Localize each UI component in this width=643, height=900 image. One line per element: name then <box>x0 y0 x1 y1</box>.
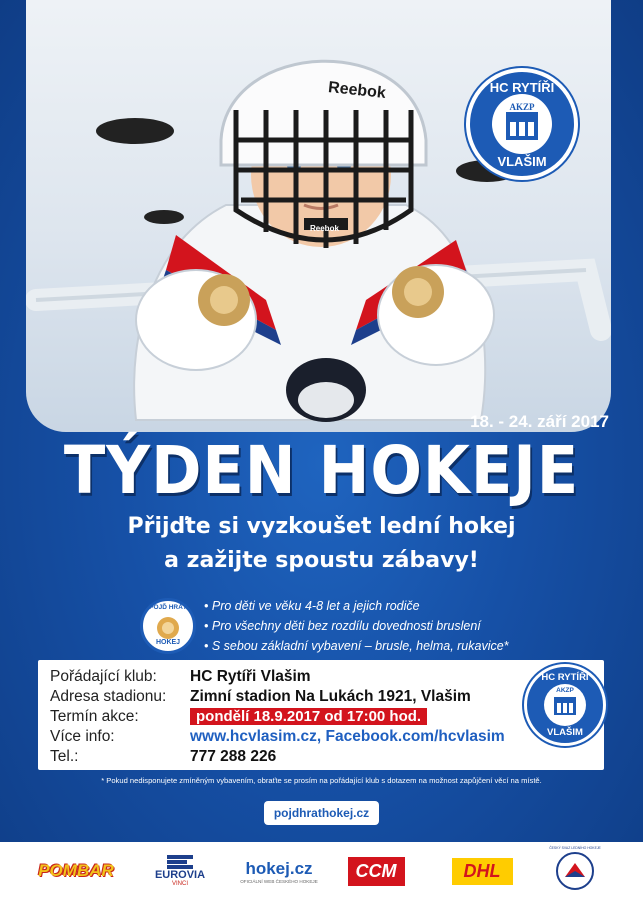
tel-value: 777 288 226 <box>190 748 277 765</box>
eurovia-sub-text: VINCI <box>171 881 188 887</box>
stadium-value: Zimní stadion Na Lukách 1921, Vlašim <box>190 688 471 705</box>
hokej-sub-text: OFICIÁLNÍ WEB ČESKÉHO HOKEJE <box>240 878 318 884</box>
sponsor-cslh <box>549 846 601 890</box>
mascot-logo-top-text: POJĎ HRÁT <box>149 604 187 611</box>
event-date: 18. - 24. září 2017 <box>470 412 609 431</box>
subtitle-line-2: a zažijte spoustu zábavy! <box>164 548 479 573</box>
club-logo-small <box>524 664 606 746</box>
ccm-logo-text: CCM <box>348 857 405 886</box>
cslh-emblem-icon <box>555 851 595 891</box>
list-item: • Pro všechny děti bez rozdílu dovednosti bruslení <box>204 616 509 636</box>
club-logo-small-middle-text: AKZP <box>556 687 574 694</box>
sponsor-dhl <box>440 852 524 890</box>
feature-list <box>204 596 509 656</box>
website-button[interactable]: pojdhrathokej.cz <box>264 801 379 825</box>
stadium-label: Adresa stadionu: <box>50 688 167 705</box>
mascot-logo-bottom-text: HOKEJ <box>155 639 181 646</box>
sponsor-ccm <box>345 852 407 890</box>
sponsor-strip <box>0 842 643 900</box>
list-item: • Pro děti ve věku 4-8 let a jejich rodiče <box>204 596 509 616</box>
club-label: Pořádající klub: <box>50 668 157 685</box>
cage-brand-text: Reebok <box>310 224 339 233</box>
club-value: HC Rytíři Vlašim <box>190 668 311 685</box>
eurovia-icon <box>167 855 193 869</box>
club-logo-small-bottom-text: VLAŠIM <box>547 727 583 738</box>
eurovia-logo-text: EUROVIA <box>154 869 206 881</box>
more-info-label: Více info: <box>50 728 115 745</box>
list-item: • S sebou základní vybavení – brusle, helma, rukavice* <box>204 636 509 656</box>
subtitle-line-1: Přijďte si vyzkoušet lední hokej <box>127 514 516 539</box>
sponsor-eurovia <box>140 852 220 890</box>
dhl-logo-text: DHL <box>452 858 513 885</box>
cslh-logo-text: ČESKÝ SVAZ LEDNÍHO HOKEJE <box>549 846 601 850</box>
club-logo-small-top-text: HC RYTÍŘI <box>541 672 589 683</box>
hokej-logo-text: hokej.cz <box>245 858 313 878</box>
pojd-hrat-hokej-logo <box>140 598 196 654</box>
tel-label: Tel.: <box>50 748 79 765</box>
date-label: Termín akce: <box>50 708 139 725</box>
event-info-box <box>38 660 604 770</box>
club-logo <box>466 68 578 180</box>
sponsor-hokej-cz <box>235 852 323 890</box>
helmet-brand-text: Reebok <box>327 79 387 102</box>
hero-photo <box>26 0 611 432</box>
pombar-logo-text: POMBAR <box>38 861 114 880</box>
club-logo-top-text: HC RYTÍŘI <box>489 80 555 95</box>
equipment-footnote: * Pokud nedisponujete zmíněným vybavením, obraťte se prosím na pořádající klub s dotazem na možnost zapůjčení věcí na místě. <box>101 776 542 785</box>
date-value: pondělí 18.9.2017 od 17:00 hod. <box>190 708 427 725</box>
club-logo-middle-text: AKZP <box>509 102 535 112</box>
more-info-link[interactable]: www.hcvlasim.cz, Facebook.com/hcvlasim <box>190 728 505 745</box>
hockey-child-illustration <box>26 0 611 432</box>
sponsor-pombar <box>36 852 116 890</box>
club-logo-bottom-text: VLAŠIM <box>497 154 547 169</box>
page-title: TÝDEN HOKEJE <box>63 432 580 509</box>
